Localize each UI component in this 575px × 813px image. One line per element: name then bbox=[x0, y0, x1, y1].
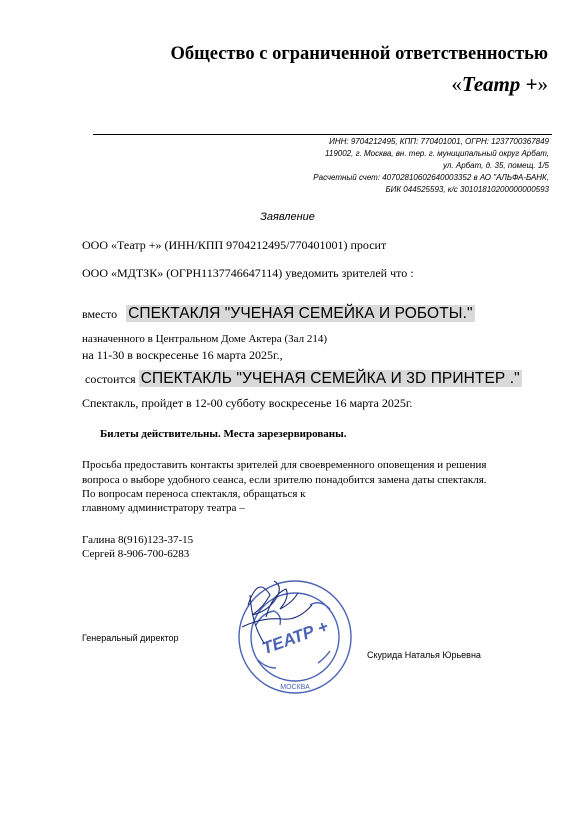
will-be-row bbox=[85, 370, 522, 388]
company-stamp bbox=[228, 565, 363, 700]
request-line: Просьба предоставить контакты зрителей для своевременного оповещения и решения bbox=[82, 459, 487, 471]
requisites-line: ул. Арбат, д. 35, помещ. 1/5 bbox=[443, 161, 549, 170]
scheduled-venue: назначенного в Центральном Доме Актера (Зал 214) bbox=[82, 333, 327, 345]
org-name-text: Театр + bbox=[461, 72, 538, 96]
request-line: По вопросам переноса спектакля, обращаться к bbox=[82, 488, 306, 500]
requisites-line: БИК 044525593, к/с 30101810200000000593 bbox=[385, 185, 549, 194]
header-divider bbox=[93, 134, 552, 135]
requisites-line: Расчетный счет: 40702810602640003352 в АО "АЛЬФА-БАНК, bbox=[313, 173, 549, 182]
old-show-title: СПЕКТАКЛЯ "УЧЕНАЯ СЕМЕЙКА И РОБОТЫ." bbox=[128, 305, 473, 322]
new-show-title: СПЕКТАКЛЬ "УЧЕНАЯ СЕМЕЙКА И 3D ПРИНТЕР ." bbox=[140, 370, 520, 387]
contact-galina: Галина 8(916)123-37-15 bbox=[82, 534, 194, 546]
requisites-line: ИНН: 9704212495, КПП: 770401001, ОГРН: 1237700367849 bbox=[329, 137, 549, 146]
tickets-note: Билеты действительны. Места зарезервированы. bbox=[100, 428, 347, 440]
org-legal-form: Общество с ограниченной ответственностью bbox=[170, 44, 548, 64]
instead-label: вместо bbox=[82, 307, 118, 321]
paragraph-requester: ООО «Театр +» (ИНН/КПП 9704212495/770401001) просит bbox=[82, 238, 387, 252]
document-title: Заявление bbox=[260, 211, 315, 223]
request-line: главному администратору театра – bbox=[82, 502, 245, 514]
contact-sergey: Сергей 8-906-700-6283 bbox=[82, 548, 190, 560]
signer-name: Скурида Наталья Юрьевна bbox=[367, 650, 481, 660]
show-time: Спектакль, пройдет в 12-00 субботу воскресенье 16 марта 2025г. bbox=[82, 396, 413, 410]
scheduled-time: на 11-30 в воскресенье 16 марта 2025г., bbox=[82, 348, 283, 362]
stamp-name: ТЕАТР + bbox=[259, 616, 331, 659]
paragraph-recipient: ООО «МДТЗК» (ОГРН1137746647114) уведомить зрителей что : bbox=[82, 266, 414, 280]
request-line: вопроса о выборе удобного сеанса, если зрителю понадобится замена даты спектакля. bbox=[82, 474, 487, 486]
stamp-city: МОСКВА bbox=[280, 684, 310, 691]
requisites-line: 119002, г. Москва, вн. тер. г. муниципальный округ Арбат, bbox=[325, 149, 549, 158]
signer-role: Генеральный директор bbox=[82, 633, 179, 643]
org-name: «Театр +» bbox=[451, 72, 548, 96]
will-be-label: состоится bbox=[85, 372, 136, 386]
instead-row bbox=[82, 305, 475, 323]
